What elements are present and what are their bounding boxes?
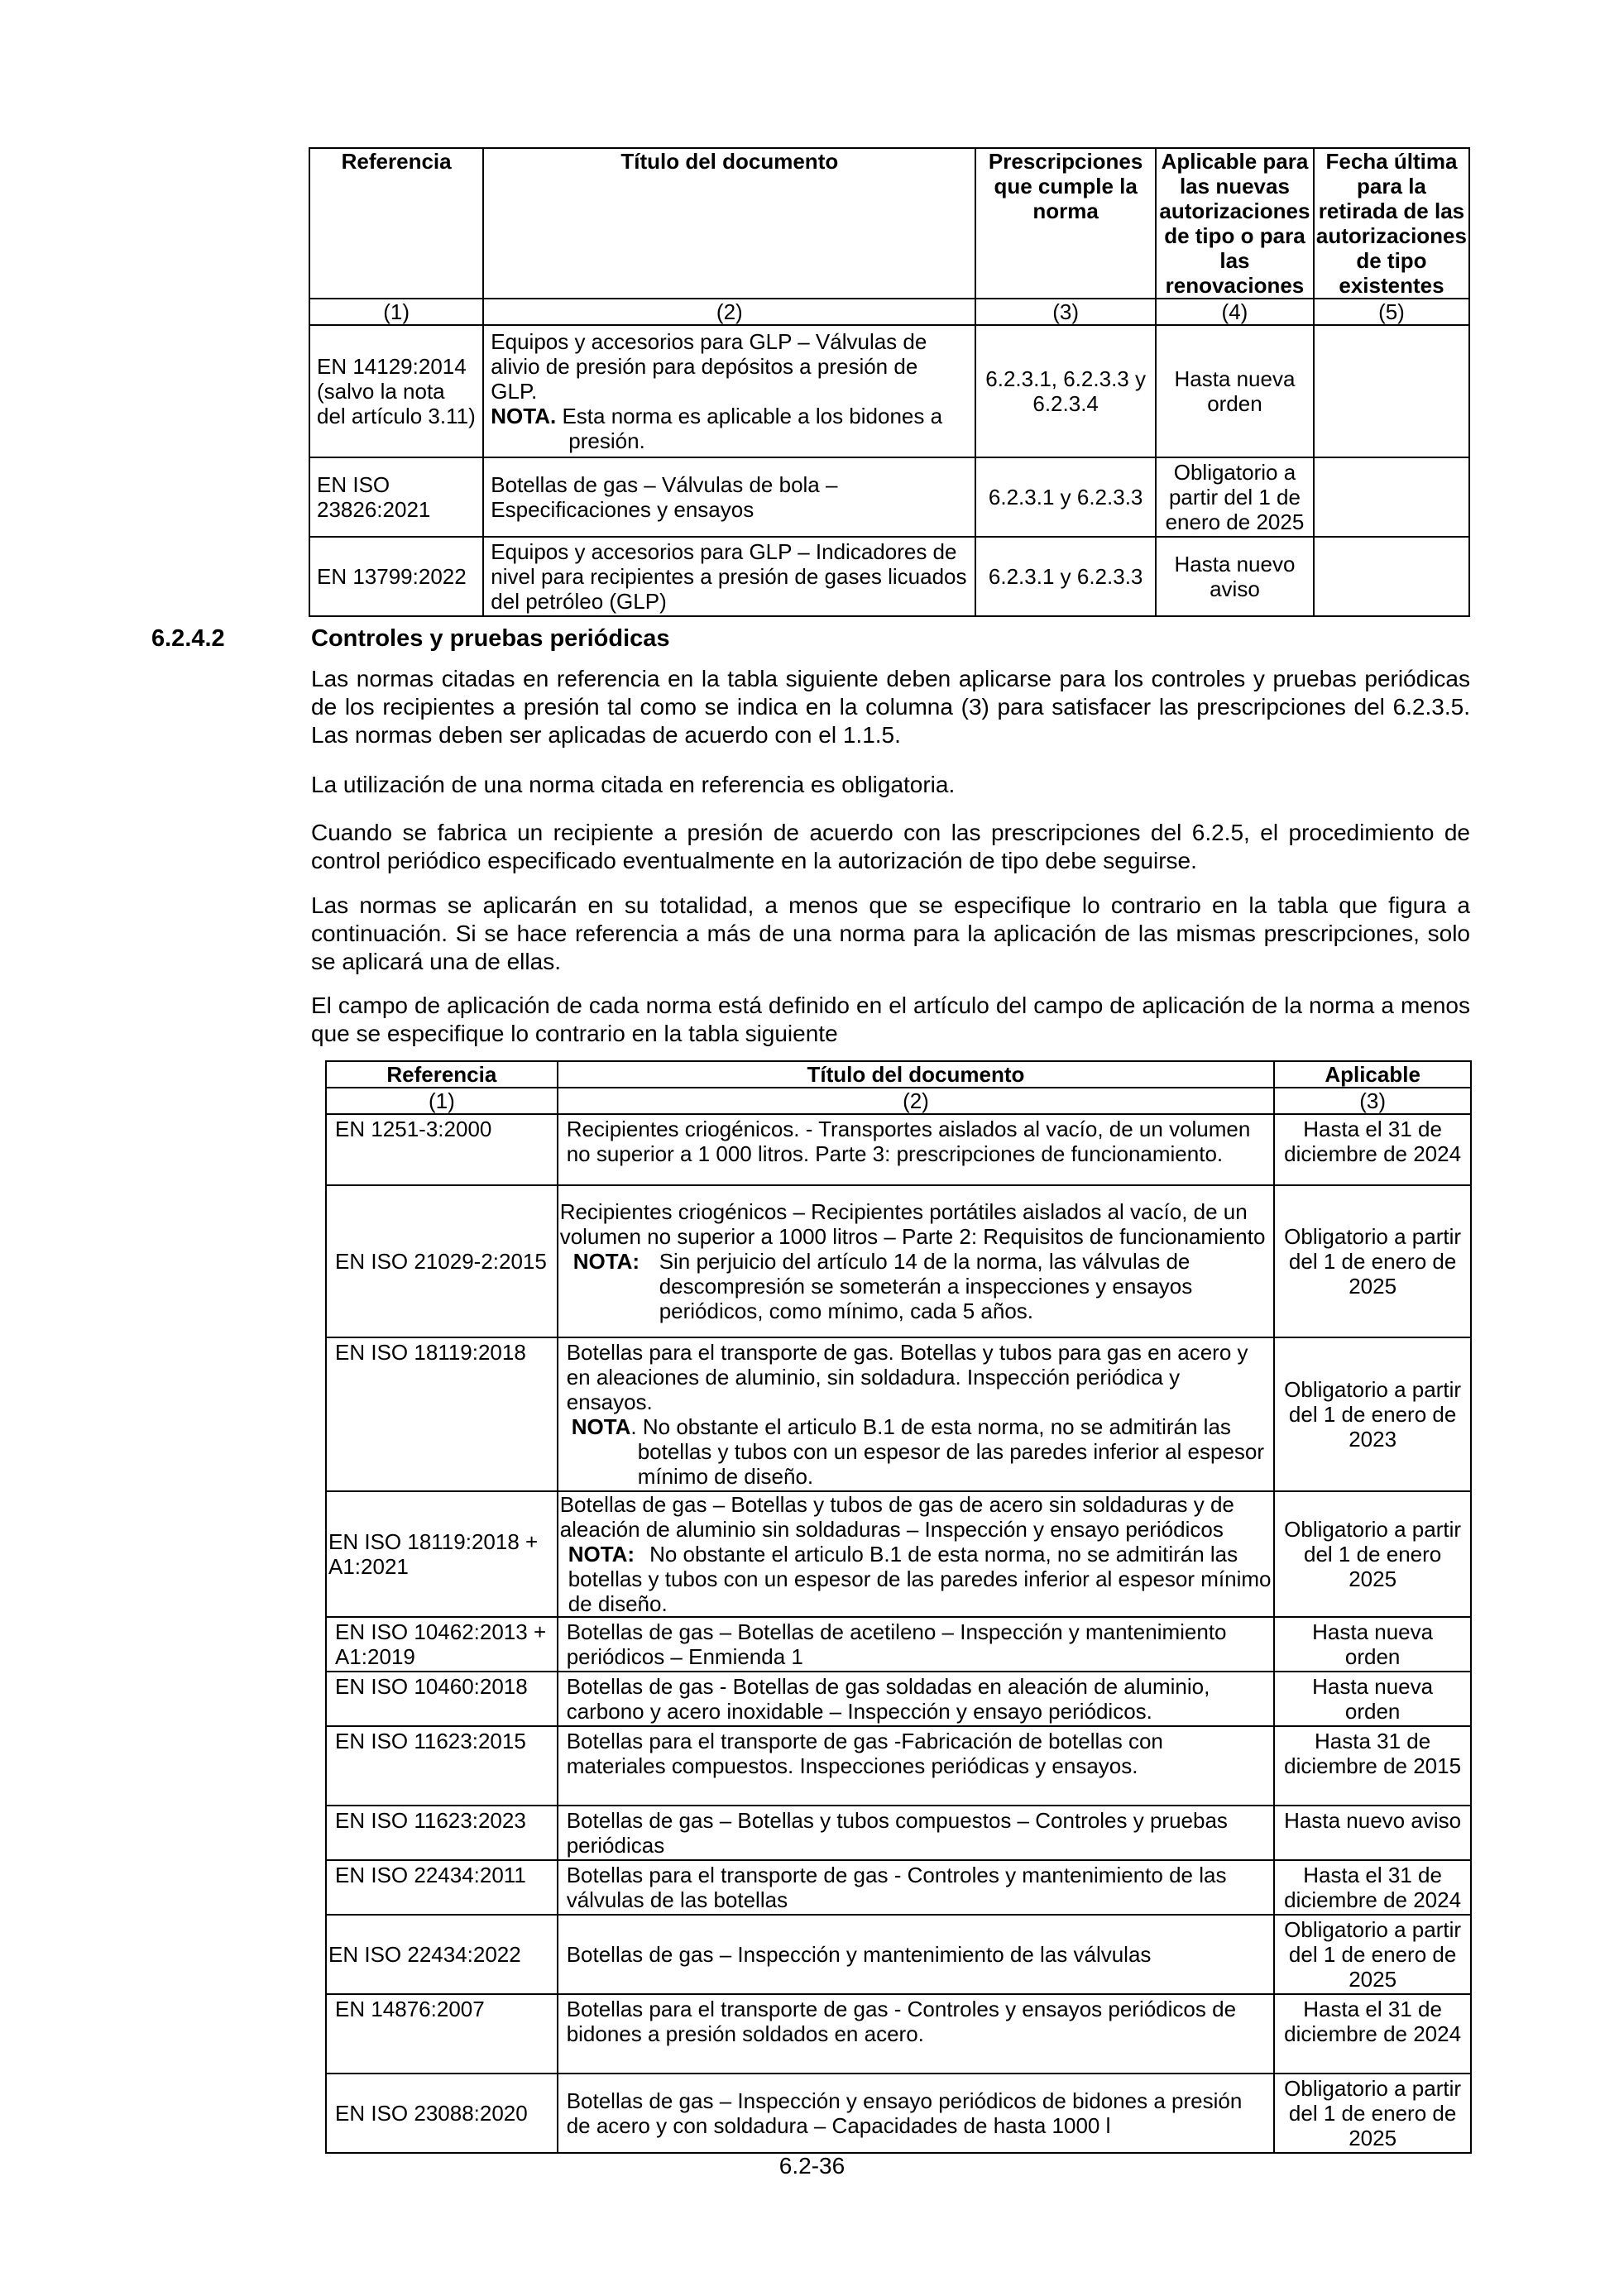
applicable-cell: Obligatorio a partir del 1 de enero de 2025: [1156, 457, 1314, 537]
paragraph: Cuando se fabrica un recipiente a presión de acuerdo con las prescripciones del 6.2.5, el procedimiento de control periódico especificado eventualmente en la autorización de tipo debe seguirse.: [311, 820, 1470, 873]
table1-col-numbers: [309, 299, 1469, 325]
paragraph: Las normas se aplicarán en su totalidad, a menos que se especifique lo contrario en la tabla que figura a continuación. Si se hace referencia a más de una norma para la aplicación de las mismas prescripciones, solo se aplicará una de ellas.: [311, 892, 1470, 974]
title-cell: [558, 1491, 1275, 1617]
ref-cell: EN ISO 10462:2013 + A1:2019: [326, 1617, 558, 1672]
table-row: [326, 1806, 1471, 1860]
withdrawal-cell: [1314, 325, 1469, 457]
paragraph: Las normas citadas en referencia en la tabla siguiente deben aplicarse para los controles y pruebas periódicas de los recipientes a presión tal como se indica en la columna (3) para satisfacer las prescripciones del 6.2.3.5. Las normas deben ser aplicadas de acuerdo con el 1.1.5.: [311, 666, 1470, 748]
title-cell: Botellas para el transporte de gas - Controles y mantenimiento de las válvulas de las botellas: [558, 1860, 1275, 1915]
note-text: Sin perjuicio del artículo 14 de la norma, las válvulas de descompresión se someterán a inspecciones y ensayos periódicos, como mínimo, cada 5 años.: [659, 1249, 1193, 1323]
ref-cell: EN ISO 10460:2018: [326, 1672, 558, 1726]
table-row: [326, 1672, 1471, 1726]
table2-header-ref: Referencia: [326, 1061, 558, 1088]
ref-cell: EN ISO 21029-2:2015: [326, 1185, 558, 1337]
ref-cell: EN ISO 23088:2020: [326, 2074, 558, 2153]
table1-colnum: (1): [309, 299, 483, 325]
table2-col-numbers: [326, 1088, 1471, 1114]
table1-header-ref: Referencia: [309, 148, 483, 299]
applicable-cell: Obligatorio a partir del 1 de enero de 2025: [1274, 1185, 1471, 1337]
table1-header-title: Título del documento: [483, 148, 975, 299]
ref-cell: EN ISO 18119:2018 + A1:2021: [326, 1491, 558, 1617]
table2-colnum: (3): [1274, 1088, 1471, 1114]
standards-table-periodic: [325, 1060, 1472, 2154]
ref-cell: EN 13799:2022: [309, 537, 483, 616]
title-text: Equipos y accesorios para GLP – Válvulas de alivio de presión para depósitos a presión de GLP.: [491, 329, 927, 404]
title-cell: Recipientes criogénicos. - Transportes aislados al vacío, de un volumen no superior a 1 000 litros. Parte 3: prescripciones de funcionamiento.: [558, 1114, 1275, 1185]
title-text: Recipientes criogénicos – Recipientes portátiles aislados al vacío, de un volumen no superior a 1000 litros – Parte 2: Requisitos de funcionamiento: [559, 1199, 1266, 1249]
table1-colnum: (2): [483, 299, 975, 325]
title-cell: Botellas de gas – Inspección y ensayo periódicos de bidones a presión de acero y con soldadura – Capacidades de hasta 1000 l: [558, 2074, 1275, 2153]
table-row: [326, 1617, 1471, 1672]
req-cell: 6.2.3.1 y 6.2.3.3: [975, 537, 1156, 616]
note: [567, 1414, 1266, 1489]
note-label: NOTA.: [491, 404, 557, 428]
applicable-cell: Obligatorio a partir del 1 de enero 2025: [1274, 1491, 1471, 1617]
note-label: NOTA:: [568, 1542, 635, 1567]
note-text: Esta norma es aplicable a los bidones a presión.: [556, 404, 943, 453]
table2-colnum: (1): [326, 1088, 558, 1114]
table-row: [326, 1185, 1471, 1337]
title-cell: Equipos y accesorios para GLP – Indicadores de nivel para recipientes a presión de gases licuados del petróleo (GLP): [483, 537, 975, 616]
applicable-cell: Hasta el 31 de diciembre de 2024: [1274, 1860, 1471, 1915]
title-cell: [558, 1185, 1275, 1337]
table2-header-title: Título del documento: [558, 1061, 1275, 1088]
ref-cell: EN ISO 22434:2011: [326, 1860, 558, 1915]
applicable-cell: Obligatorio a partir del 1 de enero de 2023: [1274, 1337, 1471, 1491]
table1-colnum: (5): [1314, 299, 1469, 325]
table1-header-applicable: Aplicable para las nuevas autorizaciones de tipo o para las renovaciones: [1156, 148, 1314, 299]
table1-header-withdrawal: Fecha última para la retirada de las autorizaciones de tipo existentes: [1314, 148, 1469, 299]
paragraph: El campo de aplicación de cada norma está definido en el artículo del campo de aplicación de la norma a menos que se especifique lo contrario en la tabla siguiente: [311, 993, 1470, 1046]
table-row: [326, 1491, 1471, 1617]
applicable-cell: Hasta nueva orden: [1274, 1617, 1471, 1672]
applicable-cell: Hasta nuevo aviso: [1274, 1806, 1471, 1860]
note-label: NOTA: [571, 1414, 631, 1439]
title-text: Botellas de gas – Botellas y tubos de gas de acero sin soldaduras y de aleación de aluminio sin soldaduras – Inspección y ensayo periódicos: [559, 1492, 1234, 1542]
applicable-cell: Hasta nueva orden: [1274, 1672, 1471, 1726]
applicable-cell: Hasta nueva orden: [1156, 325, 1314, 457]
table-row: [326, 1915, 1471, 1994]
note: [491, 404, 968, 453]
ref-cell: EN ISO 11623:2015: [326, 1726, 558, 1806]
table2-colnum: (2): [558, 1088, 1275, 1114]
note: [560, 1542, 1272, 1616]
title-cell: Botellas para el transporte de gas - Controles y ensayos periódicos de bidones a presión soldados en acero.: [558, 1994, 1275, 2074]
title-cell: [483, 325, 975, 457]
withdrawal-cell: [1314, 537, 1469, 616]
table-row: [326, 2074, 1471, 2153]
table1-header-row: [309, 148, 1469, 299]
title-cell: [558, 1337, 1275, 1491]
req-cell: 6.2.3.1 y 6.2.3.3: [975, 457, 1156, 537]
req-cell: 6.2.3.1, 6.2.3.3 y 6.2.3.4: [975, 325, 1156, 457]
applicable-cell: Hasta nuevo aviso: [1156, 537, 1314, 616]
section-title: Controles y pruebas periódicas: [311, 625, 670, 652]
table-row: [309, 457, 1469, 537]
ref-cell: EN 14876:2007: [326, 1994, 558, 2074]
title-cell: Botellas de gas – Válvulas de bola – Especificaciones y ensayos: [483, 457, 975, 537]
table-row: [309, 325, 1469, 457]
title-cell: Botellas de gas – Botellas y tubos compuestos – Controles y pruebas periódicas: [558, 1806, 1275, 1860]
ref-cell: EN ISO 22434:2022: [326, 1915, 558, 1994]
note-label: NOTA:: [572, 1249, 640, 1274]
ref-cell: EN 14129:2014 (salvo la nota del artículo 3.11): [309, 325, 483, 457]
title-cell: Botellas para el transporte de gas -Fabricación de botellas con materiales compuestos. Inspecciones periódicas y ensayos.: [558, 1726, 1275, 1806]
title-cell: Botellas de gas – Inspección y mantenimiento de las válvulas: [558, 1915, 1275, 1994]
ref-cell: EN ISO 23826:2021: [309, 457, 483, 537]
applicable-cell: Hasta 31 de diciembre de 2015: [1274, 1726, 1471, 1806]
table-row: [326, 1114, 1471, 1185]
table-row: [309, 537, 1469, 616]
applicable-cell: Hasta el 31 de diciembre de 2024: [1274, 1994, 1471, 2074]
table1-colnum: (3): [975, 299, 1156, 325]
withdrawal-cell: [1314, 457, 1469, 537]
note-text: . No obstante el articulo B.1 de esta norma, no se admitirán las botellas y tubos con un espesor de las paredes inferior al espesor mínimo de diseño.: [630, 1414, 1265, 1489]
title-cell: Botellas de gas - Botellas de gas soldadas en aleación de aluminio, carbono y acero inoxidable – Inspección y ensayo periódicos.: [558, 1672, 1275, 1726]
title-text: Botellas para el transporte de gas. Botellas y tubos para gas en acero y en aleaciones de aluminio, sin soldadura. Inspección periódica y ensayos.: [566, 1340, 1248, 1414]
section-number: 6.2.4.2: [151, 625, 225, 652]
applicable-cell: Obligatorio a partir del 1 de enero de 2025: [1274, 2074, 1471, 2153]
page-number: 6.2-36: [778, 2153, 846, 2179]
table1-colnum: (4): [1156, 299, 1314, 325]
paragraph: La utilización de una norma citada en referencia es obligatoria.: [311, 772, 956, 797]
ref-cell: EN ISO 11623:2023: [326, 1806, 558, 1860]
table-row: [326, 1337, 1471, 1491]
table2-header-row: [326, 1061, 1471, 1088]
ref-cell: EN 1251-3:2000: [326, 1114, 558, 1185]
note: [560, 1249, 1272, 1323]
applicable-cell: Hasta el 31 de diciembre de 2024: [1274, 1114, 1471, 1185]
applicable-cell: Obligatorio a partir del 1 de enero de 2025: [1274, 1915, 1471, 1994]
note-text: No obstante el articulo B.1 de esta norma, no se admitirán las botellas y tubos con un espesor de las paredes inferior al espesor mínimo de diseño.: [568, 1542, 1272, 1616]
table2-header-applicable: Aplicable: [1274, 1061, 1471, 1088]
table1-header-req: Prescripciones que cumple la norma: [975, 148, 1156, 299]
table-row: [326, 1994, 1471, 2074]
table-row: [326, 1726, 1471, 1806]
standards-table-valves: [309, 147, 1470, 617]
ref-cell: EN ISO 18119:2018: [326, 1337, 558, 1491]
table-row: [326, 1860, 1471, 1915]
title-cell: Botellas de gas – Botellas de acetileno – Inspección y mantenimiento periódicos – Enmienda 1: [558, 1617, 1275, 1672]
